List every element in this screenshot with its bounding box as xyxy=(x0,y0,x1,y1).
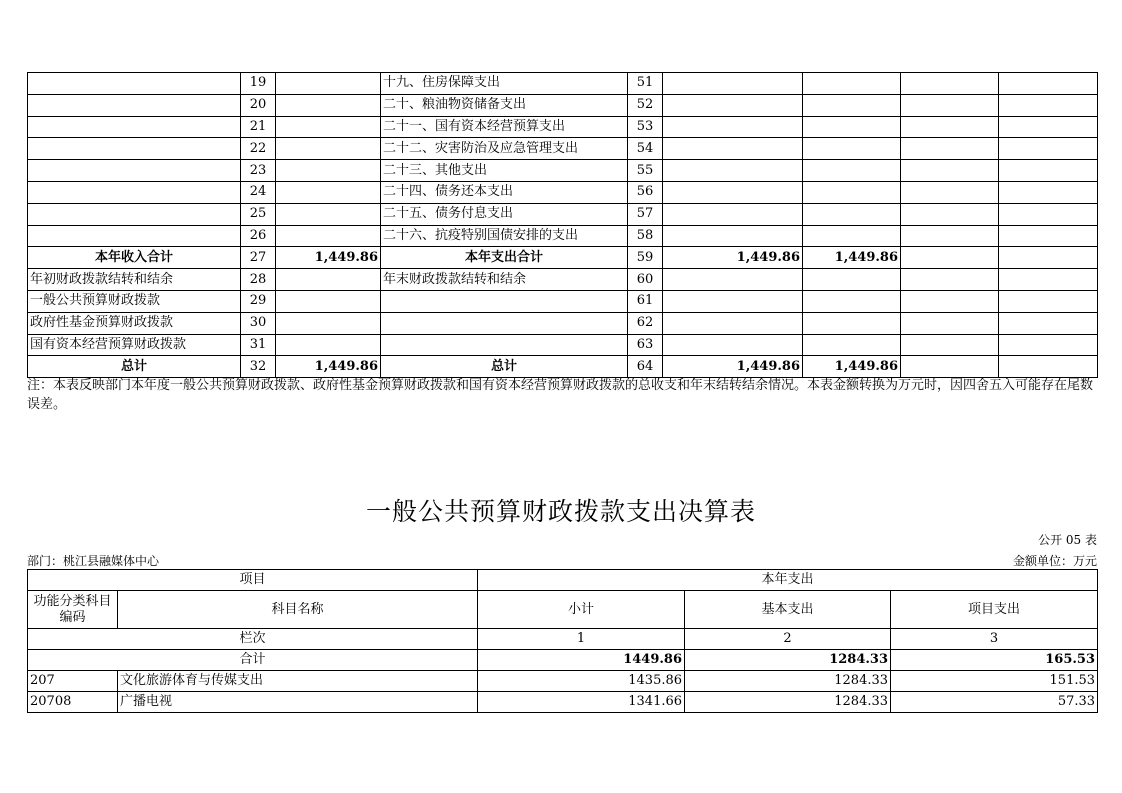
expense-item: 总计 xyxy=(381,356,628,378)
expense-amount-fund xyxy=(901,312,999,334)
expense-amount-fund xyxy=(901,181,999,203)
expense-item: 二十三、其他支出 xyxy=(381,160,628,182)
expense-row-no: 63 xyxy=(628,334,663,356)
expense-row-no: 52 xyxy=(628,94,663,116)
income-row-no: 19 xyxy=(241,73,276,95)
expense-item: 年末财政拨款结转和结余 xyxy=(381,269,628,291)
expense-row-no: 64 xyxy=(628,356,663,378)
header-col-3: 3 xyxy=(891,629,1098,650)
income-row-no: 31 xyxy=(241,334,276,356)
income-row-no: 30 xyxy=(241,312,276,334)
income-amount xyxy=(276,138,381,160)
expense-amount-state-capital xyxy=(999,116,1098,138)
row-subtotal: 1341.66 xyxy=(478,692,685,713)
expense-item: 二十六、抗疫特别国债安排的支出 xyxy=(381,225,628,247)
table-row xyxy=(28,692,1098,713)
expense-amount-fund xyxy=(901,138,999,160)
expense-amount-general xyxy=(803,290,901,312)
expense-amount-total xyxy=(663,94,803,116)
expense-amount-general xyxy=(803,225,901,247)
expense-item xyxy=(381,312,628,334)
header-name: 科目名称 xyxy=(118,591,478,629)
table-note: 注：本表反映部门本年度一般公共预算财政拨款、政府性基金预算财政拨款和国有资本经营预算财政拨款的总收支和年末结转结余情况。本表金额转换为万元时，因四舍五入可能存在尾数误差。 xyxy=(27,378,1094,412)
income-row-no: 21 xyxy=(241,116,276,138)
expense-amount-fund xyxy=(901,247,999,269)
expense-item: 二十、粮油物资储备支出 xyxy=(381,94,628,116)
expense-amount-fund xyxy=(901,334,999,356)
expense-row-no: 51 xyxy=(628,73,663,95)
income-row-no: 20 xyxy=(241,94,276,116)
expense-amount-general xyxy=(803,312,901,334)
expense-item xyxy=(381,334,628,356)
expense-item: 本年支出合计 xyxy=(381,247,628,269)
expense-amount-total: 1,449.86 xyxy=(663,247,803,269)
expense-row-no: 55 xyxy=(628,160,663,182)
expense-amount-total xyxy=(663,203,803,225)
expense-amount-general xyxy=(803,160,901,182)
income-amount xyxy=(276,203,381,225)
row-basic: 1284.33 xyxy=(685,671,891,692)
table-row xyxy=(28,116,1098,138)
income-row-no: 26 xyxy=(241,225,276,247)
expense-amount-general xyxy=(803,334,901,356)
expense-amount-fund xyxy=(901,94,999,116)
table-row xyxy=(28,247,1098,269)
expense-amount-fund xyxy=(901,116,999,138)
expense-amount-state-capital xyxy=(999,247,1098,269)
expense-amount-total: 1,449.86 xyxy=(663,356,803,378)
expense-amount-total xyxy=(663,138,803,160)
expense-amount-total xyxy=(663,181,803,203)
income-row-no: 28 xyxy=(241,269,276,291)
income-amount xyxy=(276,290,381,312)
subject-name: 文化旅游体育与传媒支出 xyxy=(118,671,478,692)
income-amount: 1,449.86 xyxy=(276,247,381,269)
income-row-no: 29 xyxy=(241,290,276,312)
header-project-expense: 项目支出 xyxy=(891,591,1098,629)
table-row xyxy=(28,671,1098,692)
header-col-2: 2 xyxy=(685,629,891,650)
income-item xyxy=(28,116,241,138)
table-row xyxy=(28,225,1098,247)
expense-item xyxy=(381,290,628,312)
table-row xyxy=(28,138,1098,160)
income-amount xyxy=(276,312,381,334)
income-row-no: 25 xyxy=(241,203,276,225)
total-subtotal: 1449.86 xyxy=(478,650,685,671)
expense-amount-total xyxy=(663,116,803,138)
expense-row-no: 61 xyxy=(628,290,663,312)
table-row xyxy=(28,203,1098,225)
income-item: 一般公共预算财政拨款 xyxy=(28,290,241,312)
expense-item: 二十四、债务还本支出 xyxy=(381,181,628,203)
income-row-no: 22 xyxy=(241,138,276,160)
table-row xyxy=(28,356,1098,378)
income-item xyxy=(28,160,241,182)
subject-code: 207 xyxy=(28,671,118,692)
expense-row-no: 62 xyxy=(628,312,663,334)
income-item: 国有资本经营预算财政拨款 xyxy=(28,334,241,356)
header-project: 项目 xyxy=(28,570,478,591)
income-row-no: 23 xyxy=(241,160,276,182)
expense-amount-general xyxy=(803,203,901,225)
table-row xyxy=(28,73,1098,95)
income-item: 本年收入合计 xyxy=(28,247,241,269)
income-row-no: 24 xyxy=(241,181,276,203)
expenditure-table-body xyxy=(28,671,1098,713)
expense-amount-fund xyxy=(901,160,999,182)
expense-amount-general xyxy=(803,94,901,116)
table-row xyxy=(28,94,1098,116)
income-amount xyxy=(276,334,381,356)
expense-row-no: 57 xyxy=(628,203,663,225)
income-item: 年初财政拨款结转和结余 xyxy=(28,269,241,291)
expense-amount-general xyxy=(803,73,901,95)
row-basic: 1284.33 xyxy=(685,692,891,713)
income-amount xyxy=(276,269,381,291)
header-col-1: 1 xyxy=(478,629,685,650)
income-amount xyxy=(276,160,381,182)
form-code: 公开 05 表 xyxy=(1038,533,1097,547)
amount-unit-label: 金额单位：万元 xyxy=(1012,554,1097,568)
expense-row-no: 59 xyxy=(628,247,663,269)
department-label: 部门：桃江县融媒体中心 xyxy=(27,554,160,568)
income-amount xyxy=(276,181,381,203)
expense-amount-total xyxy=(663,160,803,182)
income-item xyxy=(28,94,241,116)
income-row-no: 32 xyxy=(241,356,276,378)
expenditure-table xyxy=(27,569,1098,713)
expense-amount-state-capital xyxy=(999,225,1098,247)
table-row xyxy=(28,160,1098,182)
expense-amount-state-capital xyxy=(999,160,1098,182)
expense-amount-state-capital xyxy=(999,312,1098,334)
expense-amount-total xyxy=(663,334,803,356)
header-basic: 基本支出 xyxy=(685,591,891,629)
table-row xyxy=(28,312,1098,334)
expense-amount-total xyxy=(663,312,803,334)
expense-amount-state-capital xyxy=(999,334,1098,356)
expense-amount-fund xyxy=(901,203,999,225)
header-subtotal: 小计 xyxy=(478,591,685,629)
expense-row-no: 56 xyxy=(628,181,663,203)
income-amount xyxy=(276,225,381,247)
total-project-expense: 165.53 xyxy=(891,650,1098,671)
expense-row-no: 53 xyxy=(628,116,663,138)
expense-amount-state-capital xyxy=(999,73,1098,95)
income-item xyxy=(28,73,241,95)
table-row xyxy=(28,334,1098,356)
expense-amount-state-capital xyxy=(999,356,1098,378)
total-basic: 1284.33 xyxy=(685,650,891,671)
expense-item: 二十五、债务付息支出 xyxy=(381,203,628,225)
subject-name: 广播电视 xyxy=(118,692,478,713)
table-row xyxy=(28,290,1098,312)
expense-amount-fund xyxy=(901,290,999,312)
row-project-expense: 151.53 xyxy=(891,671,1098,692)
expense-amount-state-capital xyxy=(999,181,1098,203)
expense-amount-fund xyxy=(901,73,999,95)
expense-amount-state-capital xyxy=(999,203,1098,225)
expense-amount-state-capital xyxy=(999,138,1098,160)
income-item xyxy=(28,138,241,160)
table-row xyxy=(28,269,1098,291)
expense-row-no: 54 xyxy=(628,138,663,160)
expense-amount-general: 1,449.86 xyxy=(803,247,901,269)
expense-amount-total xyxy=(663,269,803,291)
header-current-year: 本年支出 xyxy=(478,570,1098,591)
expense-item: 二十一、国有资本经营预算支出 xyxy=(381,116,628,138)
income-row-no: 27 xyxy=(241,247,276,269)
expense-amount-general xyxy=(803,269,901,291)
income-item: 总计 xyxy=(28,356,241,378)
expense-amount-total xyxy=(663,225,803,247)
expense-row-no: 58 xyxy=(628,225,663,247)
expense-amount-state-capital xyxy=(999,269,1098,291)
page-title: 一般公共预算财政拨款支出决算表 xyxy=(365,497,756,526)
expense-amount-total xyxy=(663,290,803,312)
expense-amount-general xyxy=(803,116,901,138)
income-item xyxy=(28,203,241,225)
income-item: 政府性基金预算财政拨款 xyxy=(28,312,241,334)
income-amount xyxy=(276,94,381,116)
table-row xyxy=(28,181,1098,203)
expense-amount-fund xyxy=(901,225,999,247)
income-item xyxy=(28,225,241,247)
header-column-no: 栏次 xyxy=(28,629,478,650)
income-expense-table-body xyxy=(28,73,1098,378)
expense-amount-total xyxy=(663,73,803,95)
income-item xyxy=(28,181,241,203)
header-code: 功能分类科目编码 xyxy=(28,591,118,629)
expense-amount-general xyxy=(803,181,901,203)
expense-amount-state-capital xyxy=(999,290,1098,312)
expense-amount-state-capital xyxy=(999,94,1098,116)
total-label: 合计 xyxy=(28,650,478,671)
expense-amount-fund xyxy=(901,356,999,378)
income-amount xyxy=(276,73,381,95)
row-project-expense: 57.33 xyxy=(891,692,1098,713)
income-expense-table xyxy=(27,72,1098,378)
income-amount xyxy=(276,116,381,138)
expense-amount-fund xyxy=(901,269,999,291)
expense-item: 十九、住房保障支出 xyxy=(381,73,628,95)
row-subtotal: 1435.86 xyxy=(478,671,685,692)
income-amount: 1,449.86 xyxy=(276,356,381,378)
subject-code: 20708 xyxy=(28,692,118,713)
expense-amount-general xyxy=(803,138,901,160)
expense-amount-general: 1,449.86 xyxy=(803,356,901,378)
expense-row-no: 60 xyxy=(628,269,663,291)
expense-item: 二十二、灾害防治及应急管理支出 xyxy=(381,138,628,160)
